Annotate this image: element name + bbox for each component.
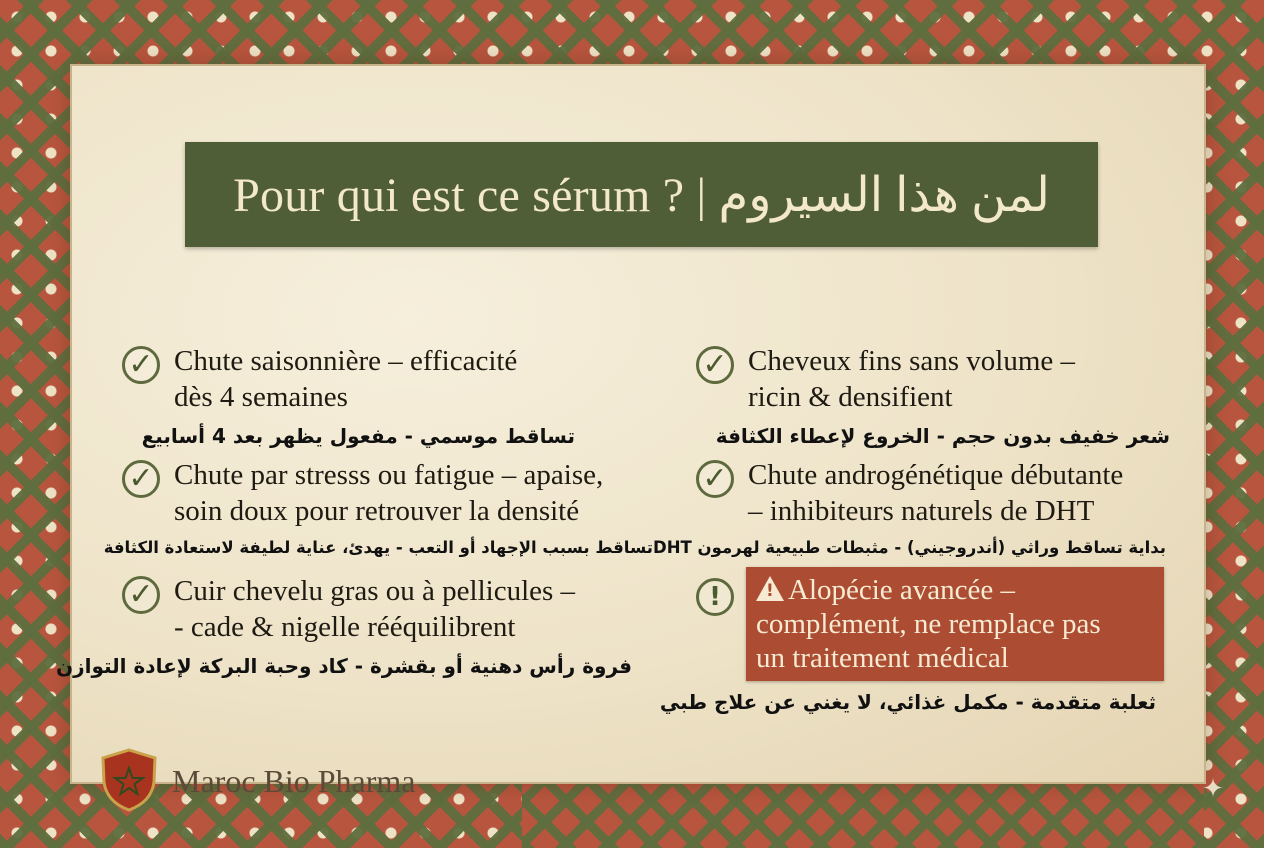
warning-text [756,573,1101,675]
warning-line3: un traitement médical [756,642,1009,674]
item-2-ar: تساقط بسبب الإجهاد أو التعب - يهدئ، عناية لطيفة لاستعادة الكثافة [103,538,653,557]
check-circle-icon: ✓ [696,346,734,384]
item-2-fr-line2: soin doux pour retrouver la densité [174,495,580,527]
item-5-fr-line2: – inhibiteurs naturels de DHT [748,495,1095,527]
item-3-fr-line1: Cuir chevelu gras ou à pellicules – [174,575,576,607]
item-1-fr-line1: Chute saisonnière – efficacité [174,345,518,377]
warning-line2: complément, ne remplace pas [756,608,1101,640]
warning-triangle-icon: ! [756,576,784,601]
page-title: Pour qui est ce sérum ? | لمن هذا السيروم [233,168,1050,222]
item-1-fr-line2: dès 4 semaines [174,381,348,413]
warning-ar: ثعلبة متقدمة - مكمل غذائي، لا يغني عن علاج طبي [659,690,1156,714]
item-1-ar: تساقط موسمي - مفعول يظهر بعد 4 أسابيع [141,424,575,448]
brand-name: Maroc Bio Pharma [172,763,416,799]
item-2-fr-line1: Chute par stresss ou fatigue – apaise, [174,459,604,491]
item-4-ar: شعر خفيف بدون حجم - الخروع لإعطاء الكثافة [715,424,1170,448]
check-circle-icon: ✓ [122,576,160,614]
check-circle-icon: ✓ [122,460,160,498]
exclamation-circle-icon: ! [696,578,734,616]
item-5-fr-line1: Chute androgénétique débutante [748,459,1124,491]
shield-star-icon [100,748,158,812]
sparkle-icon: ✦ [1202,774,1224,804]
item-3-ar: فروة رأس دهنية أو بقشرة - كاد وحبة البركة لإعادة التوازن [56,654,632,678]
warning-box [746,567,1164,681]
check-circle-icon: ✓ [696,460,734,498]
item-4-fr-line2: ricin & densifient [748,381,953,413]
item-3-fr-line2: - cade & nigelle rééquilibrent [174,611,516,643]
warning-line1: Alopécie avancée – [788,574,1016,606]
check-circle-icon: ✓ [122,346,160,384]
item-4-fr-line1: Cheveux fins sans volume – [748,345,1076,377]
title-banner [185,142,1098,247]
decorative-border-band [522,782,1204,848]
item-5-ar: بداية تساقط وراثي (أندروجيني) - مثبطات طبيعية لهرمون DHT [653,538,1166,557]
